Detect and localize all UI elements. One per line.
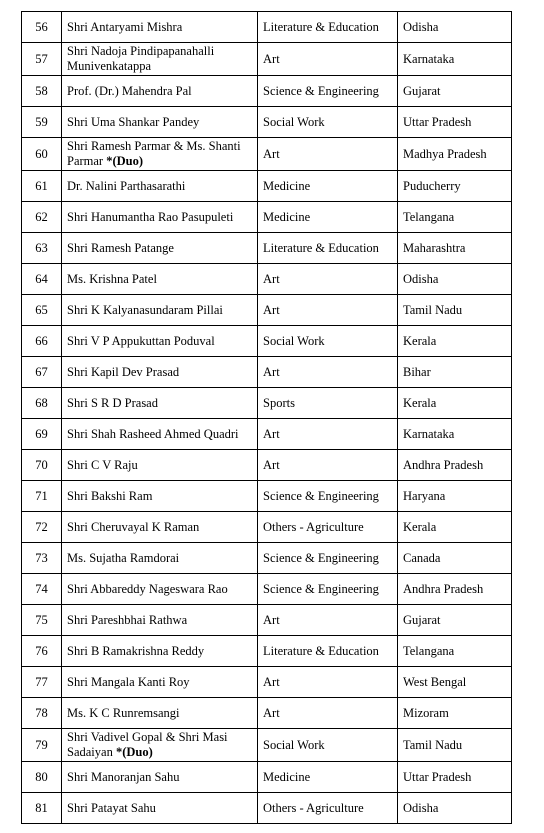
field-cell: Science & Engineering bbox=[258, 76, 398, 107]
table-row bbox=[22, 138, 512, 171]
field-cell: Social Work bbox=[258, 326, 398, 357]
awardee-name-cell bbox=[62, 326, 258, 357]
state-cell: Haryana bbox=[398, 481, 512, 512]
row-number: 62 bbox=[22, 202, 62, 233]
awardee-name: Shri C V Raju bbox=[67, 457, 138, 472]
row-number: 64 bbox=[22, 264, 62, 295]
state-cell: Tamil Nadu bbox=[398, 729, 512, 762]
awardee-name: Shri Ramesh Parmar & Ms. Shanti Parmar bbox=[67, 139, 241, 168]
table-row bbox=[22, 233, 512, 264]
field-cell: Social Work bbox=[258, 107, 398, 138]
table-row bbox=[22, 574, 512, 605]
field-cell: Art bbox=[258, 357, 398, 388]
state-cell: Odisha bbox=[398, 793, 512, 824]
state-cell: West Bengal bbox=[398, 667, 512, 698]
field-cell: Art bbox=[258, 43, 398, 76]
state-cell: Tamil Nadu bbox=[398, 295, 512, 326]
awardee-name: Shri Vadivel Gopal & Shri Masi Sadaiyan bbox=[67, 730, 228, 759]
field-cell: Literature & Education bbox=[258, 233, 398, 264]
row-number: 66 bbox=[22, 326, 62, 357]
table-row bbox=[22, 729, 512, 762]
row-number: 72 bbox=[22, 512, 62, 543]
state-cell: Odisha bbox=[398, 12, 512, 43]
field-cell: Social Work bbox=[258, 729, 398, 762]
awardee-name: Ms. Sujatha Ramdorai bbox=[67, 550, 180, 565]
row-number: 79 bbox=[22, 729, 62, 762]
awardee-name: Shri Cheruvayal K Raman bbox=[67, 519, 200, 534]
field-cell: Science & Engineering bbox=[258, 481, 398, 512]
table-row bbox=[22, 481, 512, 512]
state-cell: Karnataka bbox=[398, 43, 512, 76]
table-row bbox=[22, 605, 512, 636]
table-row bbox=[22, 512, 512, 543]
awardee-name: Shri Manoranjan Sahu bbox=[67, 769, 180, 784]
row-number: 74 bbox=[22, 574, 62, 605]
duo-marker: *(Duo) bbox=[115, 745, 153, 759]
row-number: 60 bbox=[22, 138, 62, 171]
state-cell: Gujarat bbox=[398, 605, 512, 636]
awardee-name-cell bbox=[62, 636, 258, 667]
table-row bbox=[22, 419, 512, 450]
field-cell: Medicine bbox=[258, 202, 398, 233]
field-cell: Medicine bbox=[258, 171, 398, 202]
row-number: 67 bbox=[22, 357, 62, 388]
table-row bbox=[22, 295, 512, 326]
awardee-name-cell bbox=[62, 76, 258, 107]
state-cell: Mizoram bbox=[398, 698, 512, 729]
awardee-name: Shri S R D Prasad bbox=[67, 395, 158, 410]
row-number: 57 bbox=[22, 43, 62, 76]
awardee-name-cell bbox=[62, 295, 258, 326]
awardee-name: Shri Shah Rasheed Ahmed Quadri bbox=[67, 426, 239, 441]
state-cell: Telangana bbox=[398, 202, 512, 233]
awardee-name: Shri Nadoja Pindipapanahalli Munivenkatappa bbox=[67, 44, 215, 73]
table-row bbox=[22, 326, 512, 357]
awardee-name-cell bbox=[62, 43, 258, 76]
state-cell: Gujarat bbox=[398, 76, 512, 107]
row-number: 56 bbox=[22, 12, 62, 43]
table-row bbox=[22, 793, 512, 824]
awardee-name-cell bbox=[62, 450, 258, 481]
state-cell: Uttar Pradesh bbox=[398, 762, 512, 793]
state-cell: Kerala bbox=[398, 388, 512, 419]
row-number: 78 bbox=[22, 698, 62, 729]
field-cell: Science & Engineering bbox=[258, 574, 398, 605]
duo-marker: *(Duo) bbox=[106, 154, 144, 168]
state-cell: Maharashtra bbox=[398, 233, 512, 264]
awardee-name: Dr. Nalini Parthasarathi bbox=[67, 178, 186, 193]
awardee-name: Shri Uma Shankar Pandey bbox=[67, 114, 200, 129]
awardee-name: Shri V P Appukuttan Poduval bbox=[67, 333, 215, 348]
row-number: 69 bbox=[22, 419, 62, 450]
table-row bbox=[22, 202, 512, 233]
row-number: 65 bbox=[22, 295, 62, 326]
field-cell: Science & Engineering bbox=[258, 543, 398, 574]
state-cell: Madhya Pradesh bbox=[398, 138, 512, 171]
field-cell: Art bbox=[258, 295, 398, 326]
awardee-name: Shri Kapil Dev Prasad bbox=[67, 364, 180, 379]
state-cell: Bihar bbox=[398, 357, 512, 388]
awardee-name-cell bbox=[62, 12, 258, 43]
awardee-name: Prof. (Dr.) Mahendra Pal bbox=[67, 83, 192, 98]
field-cell: Art bbox=[258, 264, 398, 295]
table-body bbox=[22, 12, 512, 824]
awardee-name-cell bbox=[62, 793, 258, 824]
state-cell: Karnataka bbox=[398, 419, 512, 450]
awardee-name-cell bbox=[62, 762, 258, 793]
table-row bbox=[22, 76, 512, 107]
field-cell: Art bbox=[258, 698, 398, 729]
state-cell: Odisha bbox=[398, 264, 512, 295]
awardee-name: Shri Antaryami Mishra bbox=[67, 19, 183, 34]
awardee-name: Ms. K C Runremsangi bbox=[67, 705, 180, 720]
awardee-name: Shri Hanumantha Rao Pasupuleti bbox=[67, 209, 234, 224]
row-number: 77 bbox=[22, 667, 62, 698]
field-cell: Others - Agriculture bbox=[258, 793, 398, 824]
row-number: 68 bbox=[22, 388, 62, 419]
awardees-table bbox=[21, 11, 512, 824]
awardee-name: Shri Patayat Sahu bbox=[67, 800, 156, 815]
table-row bbox=[22, 357, 512, 388]
table-row bbox=[22, 12, 512, 43]
awardee-name-cell bbox=[62, 107, 258, 138]
awardee-name-cell bbox=[62, 171, 258, 202]
awardee-name-cell bbox=[62, 388, 258, 419]
awardee-name: Shri Abbareddy Nageswara Rao bbox=[67, 581, 228, 596]
awardee-name-cell bbox=[62, 138, 258, 171]
row-number: 63 bbox=[22, 233, 62, 264]
awardee-name: Shri Mangala Kanti Roy bbox=[67, 674, 190, 689]
row-number: 70 bbox=[22, 450, 62, 481]
field-cell: Art bbox=[258, 605, 398, 636]
awardee-name-cell bbox=[62, 357, 258, 388]
awardee-name-cell bbox=[62, 481, 258, 512]
awardee-name: Shri Bakshi Ram bbox=[67, 488, 153, 503]
awardee-name: Shri Pareshbhai Rathwa bbox=[67, 612, 188, 627]
row-number: 80 bbox=[22, 762, 62, 793]
row-number: 59 bbox=[22, 107, 62, 138]
state-cell: Andhra Pradesh bbox=[398, 574, 512, 605]
row-number: 71 bbox=[22, 481, 62, 512]
field-cell: Art bbox=[258, 419, 398, 450]
state-cell: Uttar Pradesh bbox=[398, 107, 512, 138]
field-cell: Art bbox=[258, 667, 398, 698]
awardee-name-cell bbox=[62, 574, 258, 605]
row-number: 75 bbox=[22, 605, 62, 636]
awardee-name: Ms. Krishna Patel bbox=[67, 271, 157, 286]
awardee-name-cell bbox=[62, 543, 258, 574]
state-cell: Andhra Pradesh bbox=[398, 450, 512, 481]
field-cell: Sports bbox=[258, 388, 398, 419]
table-row bbox=[22, 543, 512, 574]
row-number: 81 bbox=[22, 793, 62, 824]
field-cell: Art bbox=[258, 138, 398, 171]
state-cell: Kerala bbox=[398, 512, 512, 543]
row-number: 76 bbox=[22, 636, 62, 667]
awardee-name-cell bbox=[62, 512, 258, 543]
field-cell: Art bbox=[258, 450, 398, 481]
awardee-name: Shri Ramesh Patange bbox=[67, 240, 174, 255]
awardee-name-cell bbox=[62, 698, 258, 729]
awardee-name-cell bbox=[62, 667, 258, 698]
field-cell: Literature & Education bbox=[258, 636, 398, 667]
state-cell: Puducherry bbox=[398, 171, 512, 202]
table-row bbox=[22, 107, 512, 138]
table-row bbox=[22, 450, 512, 481]
awardee-name-cell bbox=[62, 729, 258, 762]
row-number: 73 bbox=[22, 543, 62, 574]
awardee-name-cell bbox=[62, 202, 258, 233]
awardee-name-cell bbox=[62, 419, 258, 450]
state-cell: Kerala bbox=[398, 326, 512, 357]
state-cell: Canada bbox=[398, 543, 512, 574]
state-cell: Telangana bbox=[398, 636, 512, 667]
field-cell: Medicine bbox=[258, 762, 398, 793]
row-number: 58 bbox=[22, 76, 62, 107]
awardee-name-cell bbox=[62, 233, 258, 264]
table-row bbox=[22, 264, 512, 295]
awardee-name: Shri K Kalyanasundaram Pillai bbox=[67, 302, 223, 317]
awardee-name-cell bbox=[62, 264, 258, 295]
table-row bbox=[22, 762, 512, 793]
table-row bbox=[22, 388, 512, 419]
row-number: 61 bbox=[22, 171, 62, 202]
table-row bbox=[22, 171, 512, 202]
table-row bbox=[22, 667, 512, 698]
table-row bbox=[22, 636, 512, 667]
awardee-name-cell bbox=[62, 605, 258, 636]
awardee-name: Shri B Ramakrishna Reddy bbox=[67, 643, 205, 658]
field-cell: Literature & Education bbox=[258, 12, 398, 43]
table-row bbox=[22, 43, 512, 76]
table-row bbox=[22, 698, 512, 729]
field-cell: Others - Agriculture bbox=[258, 512, 398, 543]
